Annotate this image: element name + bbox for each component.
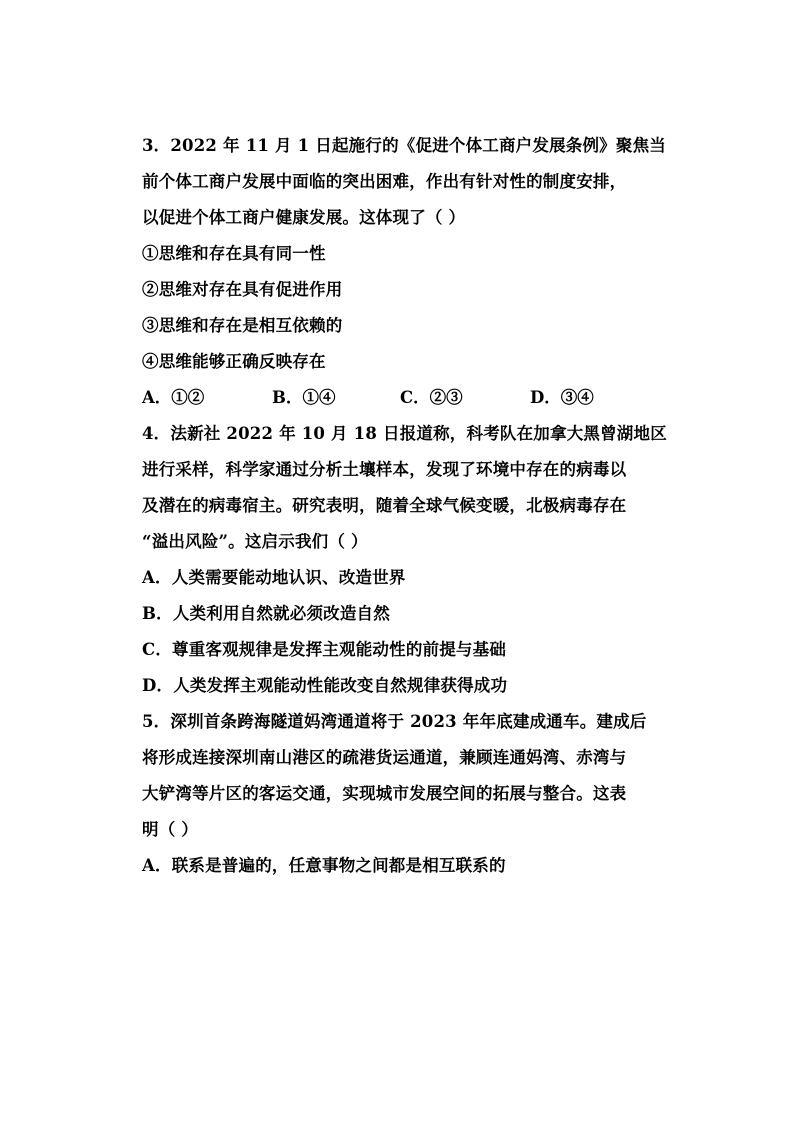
question-4-stem-line-3: 及潜在的病毒宿主。研究表明，随着全球气候变暖，北极病毒存在 (142, 496, 627, 515)
question-4-stem-line-4: “溢出风险”。这启示我们（ ） (142, 532, 368, 551)
question-3-statement-3: ③思维和存在是相互依赖的 (142, 316, 343, 335)
questions-content (142, 128, 667, 884)
question-3-statement-1: ①思维和存在具有同一性 (142, 244, 326, 263)
question-5-stem-line-1: 5．深圳首条跨海隧道妈湾通道将于 2023 年年底建成通车。建成后 (142, 712, 647, 731)
question-5 (142, 704, 662, 884)
question-5-option-a: A．联系是普遍的，任意事物之间都是相互联系的 (142, 856, 506, 875)
question-3-stem-line-3: 以促进个体工商户健康发展。这体现了（ ） (142, 208, 466, 227)
question-5-stem-line-3: 大铲湾等片区的客运交通，实现城市发展空间的拓展与整合。这表 (142, 784, 627, 803)
question-3-stem-line-2: 前个体工商户发展中面临的突出困难，作出有针对性的制度安排， (142, 172, 627, 191)
question-3-option-d: D．③④ (530, 388, 594, 407)
question-4-option-c: C．尊重客观规律是发挥主观能动性的前提与基础 (142, 640, 507, 659)
question-3-statement-4: ④思维能够正确反映存在 (142, 352, 326, 371)
question-3-stem-line-1: 3．2022 年 11 月 1 日起施行的《促进个体工商户发展条例》聚焦当 (142, 136, 666, 155)
question-4-option-d: D．人类发挥主观能动性能改变自然规律获得成功 (142, 676, 508, 695)
question-3-statement-2: ②思维对存在具有促进作用 (142, 280, 343, 299)
question-4-option-b: B．人类利用自然就必须改造自然 (142, 604, 390, 623)
question-3-option-c: C．②③ (400, 388, 463, 407)
question-5-stem-line-4: 明（ ） (142, 820, 199, 839)
question-4-stem-line-1: 4．法新社 2022 年 10 月 18 日报道称，科考队在加拿大黑曾湖地区 (142, 424, 667, 443)
question-4-stem-line-2: 进行采样，科学家通过分析土壤样本，发现了环境中存在的病毒以 (142, 460, 627, 479)
question-3-option-a: A．①② (142, 388, 205, 407)
question-4-option-a: A．人类需要能动地认识、改造世界 (142, 568, 406, 587)
question-5-stem-line-2: 将形成连接深圳南山港区的疏港货运通道，兼顾连通妈湾、赤湾与 (142, 748, 627, 767)
question-4 (142, 416, 667, 704)
question-3-options (142, 380, 662, 416)
question-3 (142, 128, 666, 416)
question-3-option-b: B．①④ (272, 388, 336, 407)
